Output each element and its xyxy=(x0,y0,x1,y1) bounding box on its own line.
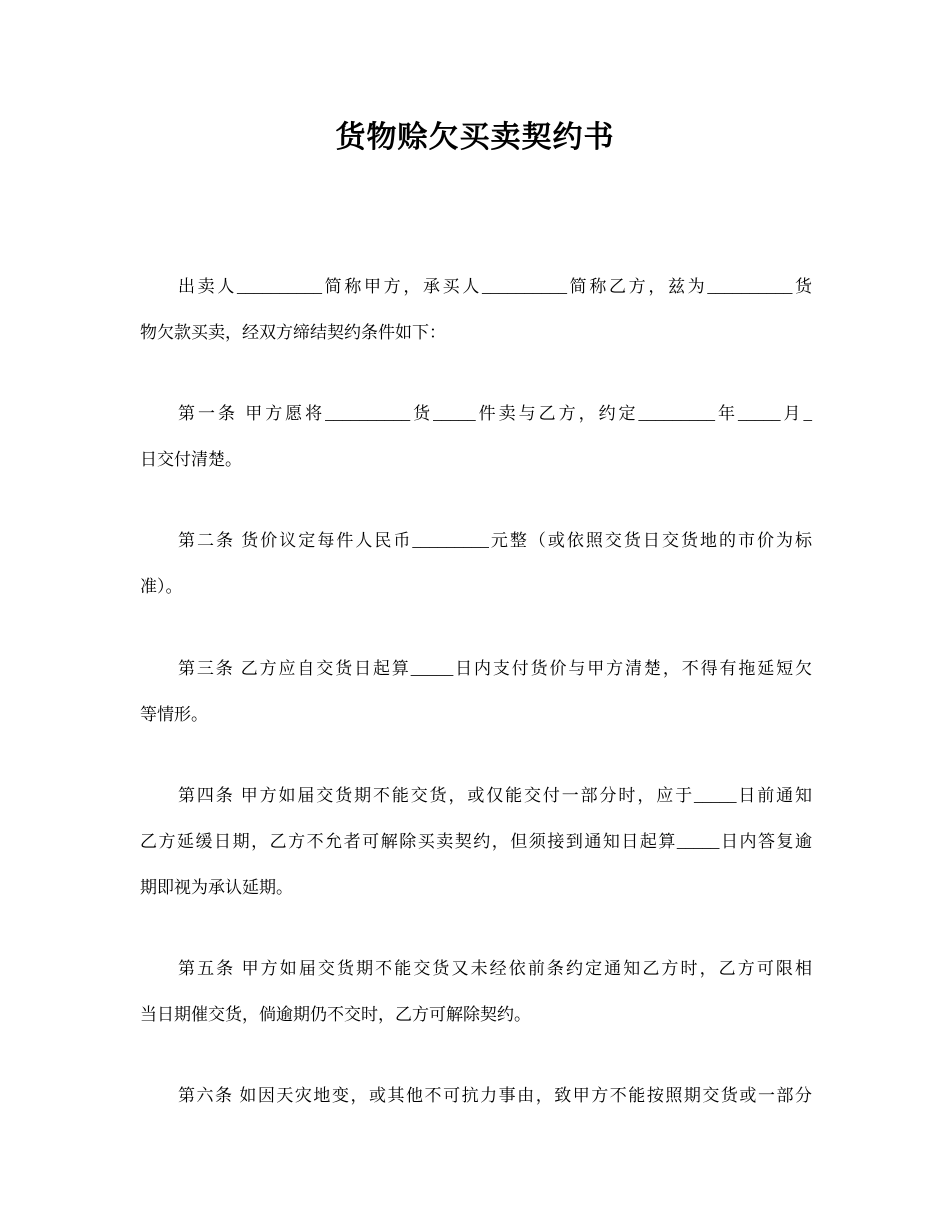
paragraph-line: 第四条 甲方如届交货期不能交货，或仅能交付一部分时，应于_____日前通知 xyxy=(178,786,812,805)
paragraph-line: 第六条 如因天灾地变，或其他不可抗力事由，致甲方不能按照期交货或一部分 xyxy=(178,1086,812,1105)
paragraph-line: 第一条 甲方愿将__________货_____件卖与乙方，约定_________年_____月_ xyxy=(178,404,812,423)
paragraph-line: 第五条 甲方如届交货期不能交货又未经依前条约定通知乙方时，乙方可限相 xyxy=(178,959,812,978)
paragraph-line: 等情形。 xyxy=(140,705,208,724)
paragraph-line: 日交付清楚。 xyxy=(140,450,242,469)
paragraph-line: 当日期催交货，倘逾期仍不交时，乙方可解除契约。 xyxy=(140,1005,531,1024)
paragraph-line: 第三条 乙方应自交货日起算_____日内支付货价与甲方清楚，不得有拖延短欠 xyxy=(178,659,812,678)
paragraph-line: 期即视为承认延期。 xyxy=(140,878,293,897)
paragraph-line: 准）。 xyxy=(140,577,183,596)
paragraph-line: 第二条 货价议定每件人民币_________元整（或依照交货日交货地的市价为标 xyxy=(178,531,812,550)
document-title: 货物赊欠买卖契约书 xyxy=(335,120,615,155)
paragraph-line: 物欠款买卖，经双方缔结契约条件如下： xyxy=(140,323,446,342)
paragraph-line: 出卖人__________简称甲方，承买人__________简称乙方，兹为__________货 xyxy=(178,277,812,296)
paragraph-line: 乙方延缓日期，乙方不允者可解除买卖契约，但须接到通知日起算_____日内答复逾 xyxy=(140,832,812,851)
